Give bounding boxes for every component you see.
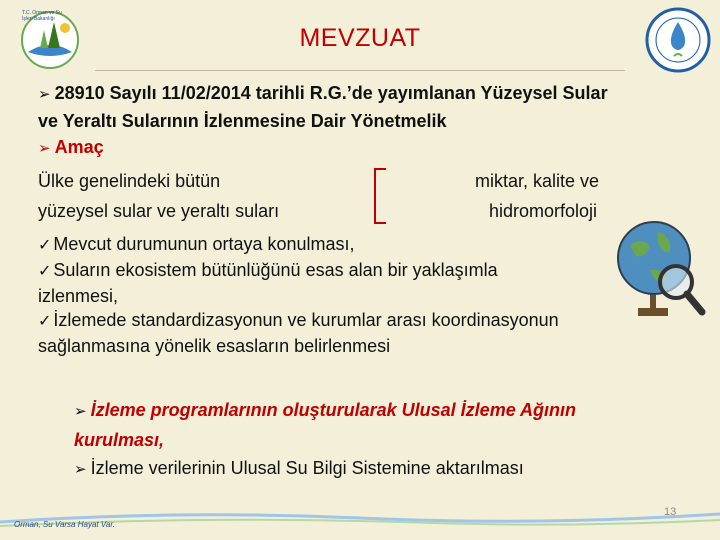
water-management-logo bbox=[644, 6, 712, 74]
check-icon: ✓ bbox=[38, 237, 52, 254]
checklist-text: sağlanmasına yönelik esasların belirlenmesi bbox=[38, 336, 391, 356]
header-divider bbox=[95, 70, 625, 71]
list-item-continuation bbox=[38, 334, 678, 358]
check-icon: ✓ bbox=[38, 313, 52, 330]
purpose-left-line-2: yüzeysel sular ve yeraltı suları bbox=[38, 201, 280, 221]
list-item-continuation bbox=[38, 284, 678, 308]
checklist-text: Suların ekosistem bütünlüğünü esas alan bir yaklaşımla bbox=[53, 260, 498, 280]
monitoring-item-1-line-1: İzleme programlarının oluşturularak Ulusal İzleme Ağının bbox=[90, 400, 577, 420]
page-title: MEVZUAT bbox=[299, 24, 421, 52]
page-number: 13 bbox=[664, 506, 677, 518]
amac-label: Amaç bbox=[54, 137, 104, 157]
list-item-continuation bbox=[74, 426, 694, 454]
footer-slogan: Orman, Su Varsa Hayat Var. bbox=[14, 520, 115, 529]
arrow-right-icon: ➢ bbox=[38, 86, 51, 103]
arrow-right-icon: ➢ bbox=[38, 140, 51, 157]
arrow-right-icon: ➢ bbox=[74, 403, 87, 420]
list-item bbox=[74, 454, 694, 484]
purpose-text bbox=[38, 166, 678, 226]
ministry-logo-text: T.C. Orman ve Su İşleri Bakanlığı bbox=[22, 10, 62, 22]
checklist-text: İzlemede standardizasyonun ve kurumlar arası koordinasyonun bbox=[53, 310, 559, 330]
purpose-right-line-1: miktar, kalite ve bbox=[475, 171, 600, 191]
objective-checklist bbox=[38, 232, 678, 358]
water-drop-seal-icon bbox=[644, 6, 712, 74]
checklist-text: Mevcut durumunun ortaya konulması, bbox=[53, 234, 355, 254]
arrow-right-icon: ➢ bbox=[74, 461, 87, 478]
list-item bbox=[38, 258, 678, 284]
purpose-right-line-2: hidromorfoloji bbox=[489, 201, 598, 221]
checklist-text: izlenmesi, bbox=[38, 286, 119, 306]
purpose-left-line-1: Ülke genelindeki bütün bbox=[38, 171, 221, 191]
monitoring-item-1-line-2: kurulması, bbox=[74, 430, 165, 450]
list-item bbox=[74, 396, 694, 426]
regulation-line-2: ve Yeraltı Sularının İzlenmesine Dair Yönetmelik bbox=[38, 111, 447, 131]
regulation-line-1: 28910 Sayılı 11/02/2014 tarihli R.G.’de yayımlanan Yüzeysel Sular bbox=[54, 83, 608, 103]
regulation-title bbox=[38, 80, 718, 134]
globe-illustration bbox=[610, 212, 706, 328]
purpose-left bbox=[38, 166, 279, 226]
purpose-right bbox=[475, 166, 599, 226]
amac-heading bbox=[38, 134, 718, 162]
list-item bbox=[38, 308, 678, 334]
check-icon: ✓ bbox=[38, 263, 52, 280]
bracket-divider bbox=[374, 168, 386, 224]
regulation-intro bbox=[38, 80, 718, 162]
monitoring-item-2: İzleme verilerinin Ulusal Su Bilgi Sistemine aktarılması bbox=[90, 458, 524, 478]
globe-magnifier-icon bbox=[610, 212, 706, 328]
monitoring-items bbox=[74, 396, 694, 484]
list-item bbox=[38, 232, 678, 258]
